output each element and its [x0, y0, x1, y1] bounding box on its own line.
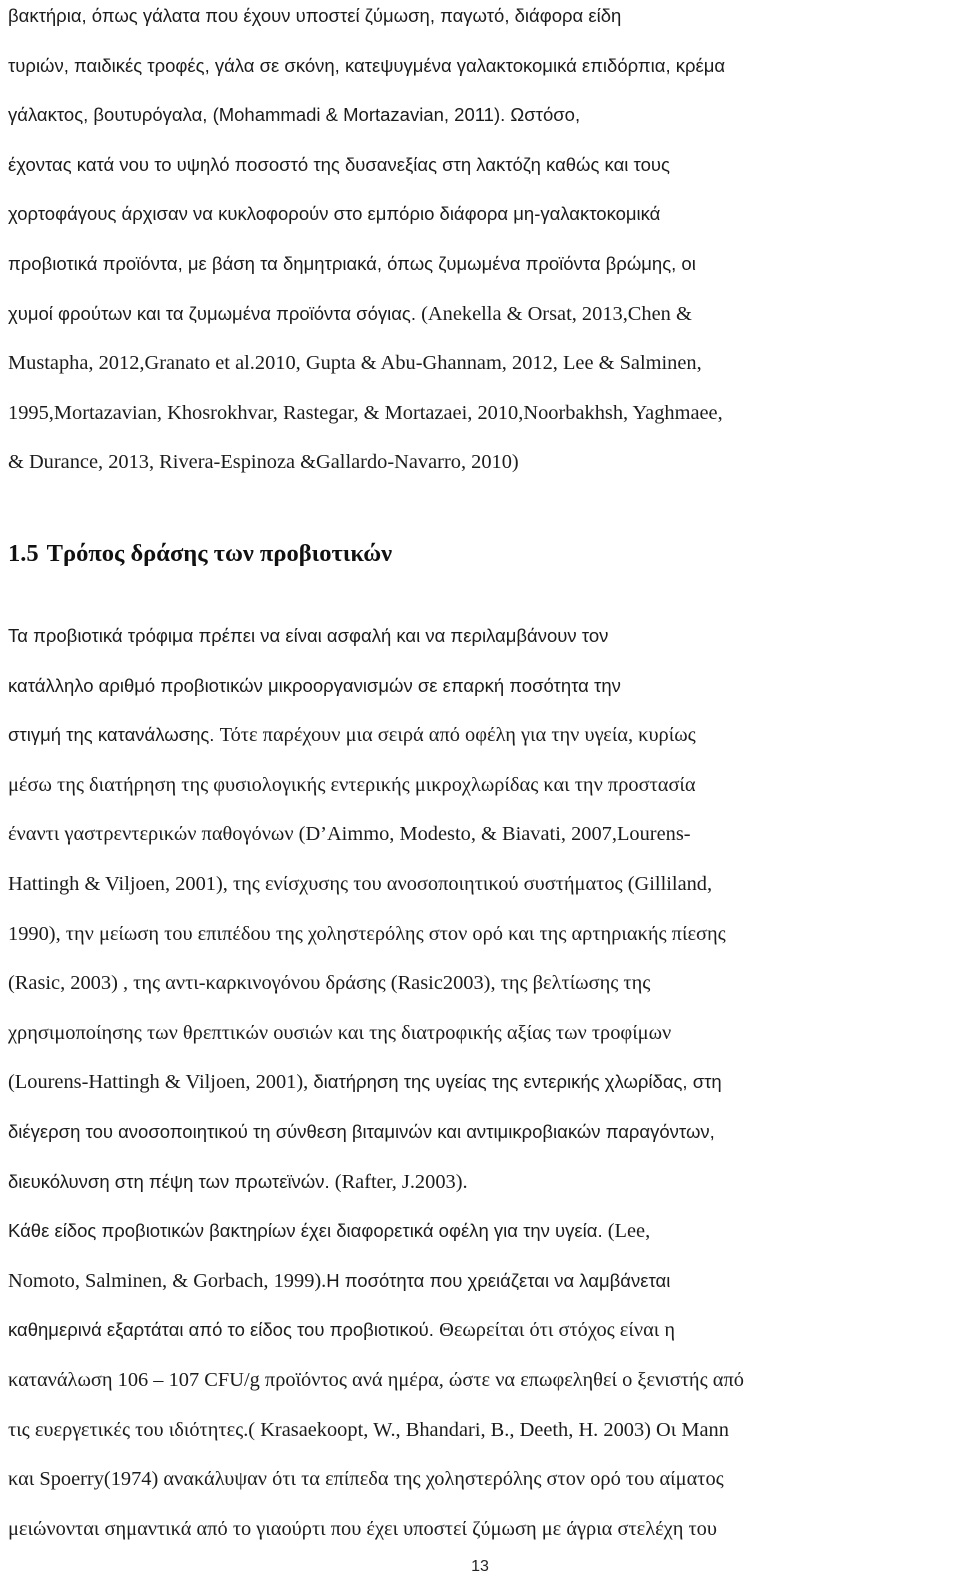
text-segment: τυριών, παιδικές τροφές, γάλα σε σκόνη, κατεψυγμένα γαλακτοκομικά επιδόρπια, κρέμα	[8, 54, 726, 76]
text-line	[8, 666, 744, 716]
text-segment: Nomoto, Salminen, & Gorbach, 1999).	[8, 1269, 327, 1292]
section-heading	[8, 540, 392, 568]
text-line	[8, 194, 725, 244]
text-segment: & Durance, 2013, Rivera-Espinoza &Gallardo-Navarro, 2010)	[8, 451, 519, 474]
text-line	[8, 46, 725, 96]
text-line	[8, 963, 744, 1013]
text-segment: Mustapha, 2012,Granato et al.2010, Gupta & Abu-Ghannam, 2012, Lee & Salminen,	[8, 352, 702, 375]
text-line	[8, 1509, 744, 1559]
text-line	[8, 914, 744, 964]
text-segment: Τότε παρέχουν μια σειρά από οφέλη για την υγεία, κυρίως	[219, 724, 696, 747]
text-segment: χορτοφάγους άρχισαν να κυκλοφορούν στο εμπόριο διάφορα μη-γαλακτοκομικά	[8, 203, 661, 225]
text-segment: (Lee,	[607, 1220, 651, 1243]
text-line	[8, 145, 725, 195]
text-line	[8, 1410, 744, 1460]
text-line	[8, 814, 744, 864]
text-segment: έναντι γαστρεντερικών παθογόνων (D’Aimmo, Modesto, & Biavati, 2007,Lourens-	[8, 823, 691, 846]
text-segment: Τα προβιοτικά τρόφιμα πρέπει να είναι ασφαλή και να περιλαμβάνουν τον	[8, 625, 609, 646]
text-line	[8, 1112, 744, 1162]
paragraph-mechanism-of-action	[8, 616, 744, 1558]
text-segment: τις ευεργετικές του ιδιότητες.( Krasaekoopt, W., Bhandari, B., Deeth, H. 2003) Οι Mann	[8, 1418, 729, 1441]
text-segment: στιγμή της κατανάλωσης.	[8, 724, 220, 746]
page-number: 13	[471, 1558, 489, 1575]
text-segment: μειώνονται σημαντικά από το γιαούρτι που έχει υποστεί ζύμωση με άγρια στελέχη του	[8, 1517, 717, 1540]
text-line	[8, 1310, 744, 1360]
text-segment: Η ποσότητα που χρειάζεται να λαμβάνεται	[326, 1269, 671, 1291]
text-line	[8, 1211, 744, 1261]
text-line	[8, 616, 744, 666]
text-segment: κατάλληλο αριθμό προβιοτικών μικροοργανισμών σε επαρκή ποσότητα την	[8, 674, 621, 696]
text-segment: κατανάλωση 106 – 107 CFU/g προϊόντος ανά ημέρα, ώστε να επωφεληθεί ο ξενιστής από	[8, 1368, 744, 1391]
text-line	[8, 393, 725, 443]
text-segment: γάλακτος, βουτυρόγαλα, (Mohammadi & Mortazavian, 2011). Ωστόσο,	[8, 104, 581, 126]
paragraph-probiotic-products	[8, 0, 725, 492]
text-line	[8, 1360, 744, 1410]
text-segment: 1990), την μείωση του επιπέδου της χοληστερόλης στον ορό και της αρτηριακής πίεσης	[8, 922, 726, 945]
text-segment: Κάθε είδος προβιοτικών βακτηρίων έχει διαφορετικά οφέλη για την υγεία.	[8, 1220, 608, 1242]
text-line	[8, 343, 725, 393]
text-segment: προβιοτικά προϊόντα, με βάση τα δημητριακά, όπως ζυμωμένα προϊόντα βρώμης, οι	[8, 252, 696, 274]
text-line	[8, 95, 725, 145]
text-segment: (Rasic, 2003) , της αντι-καρκινογόνου δράσης (Rasic2003), της βελτίωσης της	[8, 972, 651, 995]
text-segment: μέσω της διατήρηση της φυσιολογικής εντερικής μικροχλωρίδας και την προστασία	[8, 773, 696, 796]
text-segment: διευκόλυνση στη πέψη των πρωτεϊνών.	[8, 1170, 335, 1192]
text-line	[8, 0, 725, 46]
text-line	[8, 442, 725, 492]
text-line	[8, 765, 744, 815]
text-segment: χρησιμοποίησης των θρεπτικών ουσιών και της διατροφικής αξίας των τροφίμων	[8, 1021, 672, 1044]
text-line	[8, 715, 744, 765]
text-line	[8, 1162, 744, 1212]
text-line	[8, 864, 744, 914]
text-segment: Θεωρείται ότι στόχος είναι η	[439, 1319, 676, 1342]
text-segment: διέγερση του ανοσοποιητικού τη σύνθεση βιταμινών και αντιμικροβιακών παραγόντων,	[8, 1120, 715, 1142]
text-line	[8, 1459, 744, 1509]
text-segment: (Lourens-Hattingh & Viljoen, 2001),	[8, 1071, 314, 1094]
text-line	[8, 1261, 744, 1311]
text-segment: 1995,Mortazavian, Khosrokhvar, Rastegar, & Mortazaei, 2010,Noorbakhsh, Yaghmaee,	[8, 401, 723, 424]
text-line	[8, 294, 725, 344]
text-segment: (Rafter, J.2003).	[334, 1170, 468, 1193]
text-segment: καθημερινά εξαρτάται από το είδος του προβιοτικού.	[8, 1319, 440, 1341]
text-segment: χυμοί φρούτων και τα ζυμωμένα προϊόντα σόγιας.	[8, 302, 422, 324]
text-line	[8, 1062, 744, 1112]
text-line	[8, 244, 725, 294]
section-number: 1.5	[8, 540, 39, 567]
text-segment: έχοντας κατά νου το υψηλό ποσοστό της δυσανεξίας στη λακτόζη καθώς και τους	[8, 153, 670, 175]
text-segment: διατήρηση της υγείας της εντερικής χλωρίδας, στη	[313, 1071, 722, 1093]
text-segment: (Anekella & Orsat, 2013,Chen &	[421, 302, 692, 325]
text-segment: βακτήρια, όπως γάλατα που έχουν υποστεί ζύμωση, παγωτό, διάφορα είδη	[8, 5, 622, 26]
text-segment: Hattingh & Viljoen, 2001), της ενίσχυσης του ανοσοποιητικού συστήματος (Gilliland,	[8, 872, 713, 895]
text-segment: και Spoerry(1974) ανακάλυψαν ότι τα επίπεδα της χοληστερόλης στον ορό του αίματος	[8, 1468, 724, 1491]
text-line	[8, 1013, 744, 1063]
section-title: Τρόπος δράσης των προβιοτικών	[46, 540, 393, 567]
